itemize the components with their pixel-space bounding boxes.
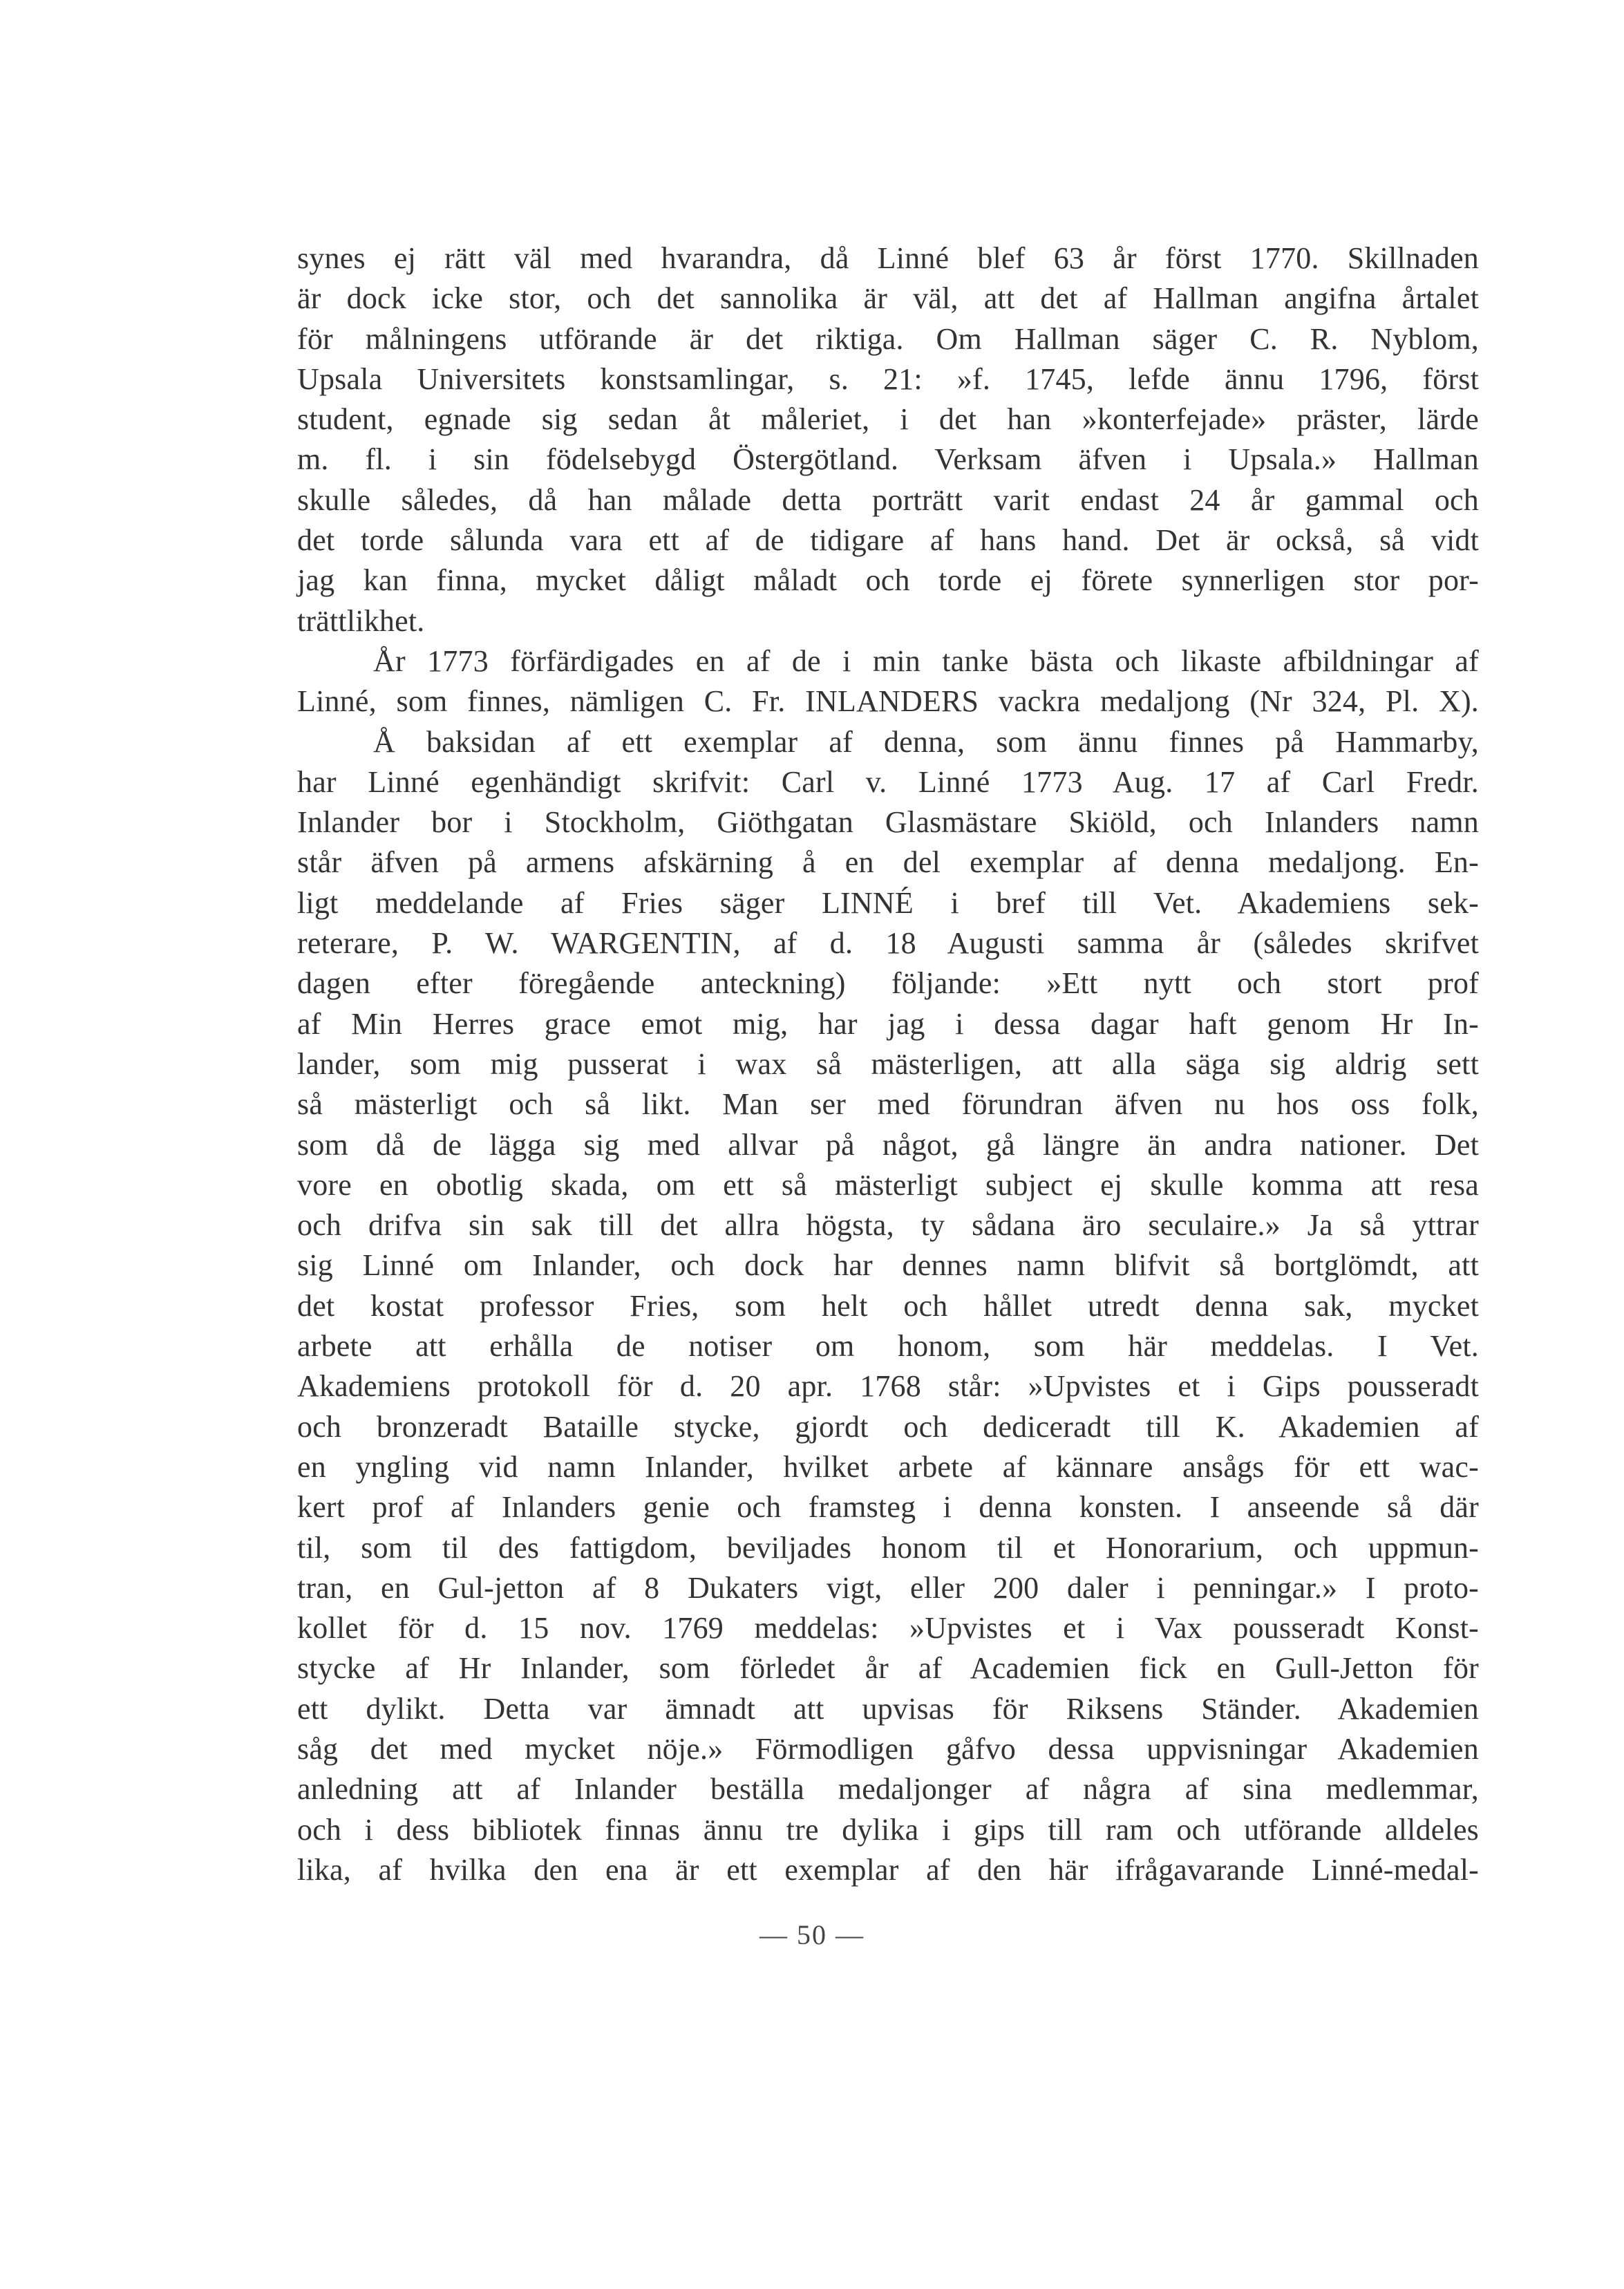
text-line: så mästerligt och så likt. Man ser med förundran äfven nu hos oss folk, [297,1087,1479,1122]
text-line: Inlander bor i Stockholm, Giöthgatan Glasmästare Skiöld, och Inlanders namn [297,805,1479,840]
text-line: af Min Herres grace emot mig, har jag i dessa dagar haft genom Hr In- [297,1006,1479,1041]
text-line: sig Linné om Inlander, och dock har dennes namn blifvit så bortglömdt, att [297,1248,1479,1283]
text-line: til, som til des fattigdom, beviljades honom til et Honorarium, och uppmun- [297,1530,1479,1565]
text-line: det torde sålunda vara ett af de tidigare af hans hand. Det är också, så vidt [297,523,1479,558]
text-line: Å baksidan af ett exemplar af denna, som ännu finnes på Hammarby, [373,724,1479,759]
text-line: Akademiens protokoll för d. 20 apr. 1768 står: »Upvistes et i Gips pousseradt [297,1369,1479,1404]
text-line: student, egnade sig sedan åt måleriet, i det han »konterfejade» präster, lärde [297,402,1479,437]
text-line: kert prof af Inlanders genie och framsteg i denna konsten. I anseende så där [297,1490,1479,1525]
text-line: tran, en Gul-jetton af 8 Dukaters vigt, eller 200 daler i penningar.» I proto- [297,1570,1479,1605]
text-line: är dock icke stor, och det sannolika är väl, att det af Hallman angifna årtalet [297,281,1479,316]
text-line: m. fl. i sin födelsebygd Östergötland. Verksam äfven i Upsala.» Hallman [297,442,1479,477]
text-line: skulle således, då han målade detta porträtt varit endast 24 år gammal och [297,482,1479,517]
text-line: har Linné egenhändigt skrifvit: Carl v. Linné 1773 Aug. 17 af Carl Fredr. [297,764,1479,799]
text-line: reterare, P. W. WARGENTIN, af d. 18 Augusti samma år (således skrifvet [297,926,1479,961]
text-line: och bronzeradt Bataille stycke, gjordt och dediceradt till K. Akademien af [297,1409,1479,1444]
text-line: lander, som mig pusserat i wax så mästerligen, att alla säga sig aldrig sett [297,1046,1479,1081]
text-line: dagen efter föregående anteckning) följande: »Ett nytt och stort prof [297,966,1479,1001]
text-line: och drifva sin sak till det allra högsta, ty sådana äro seculaire.» Ja så yttrar [297,1208,1479,1243]
text-line: synes ej rätt väl med hvarandra, då Linné blef 63 år först 1770. Skillnaden [297,241,1479,275]
text-line: står äfven på armens afskärning å en del exemplar af denna medaljong. En- [297,845,1479,880]
text-line: ligt meddelande af Fries säger LINNÉ i bref till Vet. Akademiens sek- [297,885,1479,920]
text-line: såg det med mycket nöje.» Förmodligen gåfvo dessa uppvisningar Akademien [297,1731,1479,1766]
text-line: som då de lägga sig med allvar på något, gå längre än andra nationer. Det [297,1127,1479,1162]
text-line: trättlikhet. [297,603,425,638]
text-line: stycke af Hr Inlander, som förledet år af Academien fick en Gull-Jetton för [297,1651,1479,1686]
text-line: kollet för d. 15 nov. 1769 meddelas: »Upvistes et i Vax pousseradt Konst- [297,1611,1479,1646]
text-line: anledning att af Inlander beställa medaljonger af några af sina medlemmar, [297,1772,1479,1807]
text-line: för målningens utförande är det riktiga. Om Hallman säger C. R. Nyblom, [297,321,1479,356]
body-text [297,238,1479,1890]
text-line: Upsala Universitets konstsamlingar, s. 21: »f. 1745, lefde ännu 1796, först [297,361,1479,396]
page-number: — 50 — [759,1919,865,1950]
text-line: jag kan finna, mycket dåligt måladt och torde ej förete synnerligen stor por- [297,563,1479,598]
text-line: År 1773 förfärdigades en af de i min tanke bästa och likaste afbildningar af [373,643,1479,678]
text-line: det kostat professor Fries, som helt och hållet utredt denna sak, mycket [297,1288,1479,1323]
text-line: ett dylikt. Detta var ämnadt att upvisas för Riksens Ständer. Akademien [297,1691,1479,1726]
text-line: och i dess bibliotek finnas ännu tre dylika i gips till ram och utförande alldeles [297,1812,1479,1847]
text-line: arbete att erhålla de notiser om honom, som här meddelas. I Vet. [297,1329,1479,1364]
text-line: vore en obotlig skada, om ett så mästerligt subject ej skulle komma att resa [297,1167,1479,1202]
text-line: en yngling vid namn Inlander, hvilket arbete af kännare ansågs för ett wac- [297,1449,1479,1484]
text-line: lika, af hvilka den ena är ett exemplar af den här ifrågavarande Linné-medal- [297,1852,1479,1887]
text-line: Linné, som finnes, nämligen C. Fr. INLANDERS vackra medaljong (Nr 324, Pl. X). [297,684,1479,719]
